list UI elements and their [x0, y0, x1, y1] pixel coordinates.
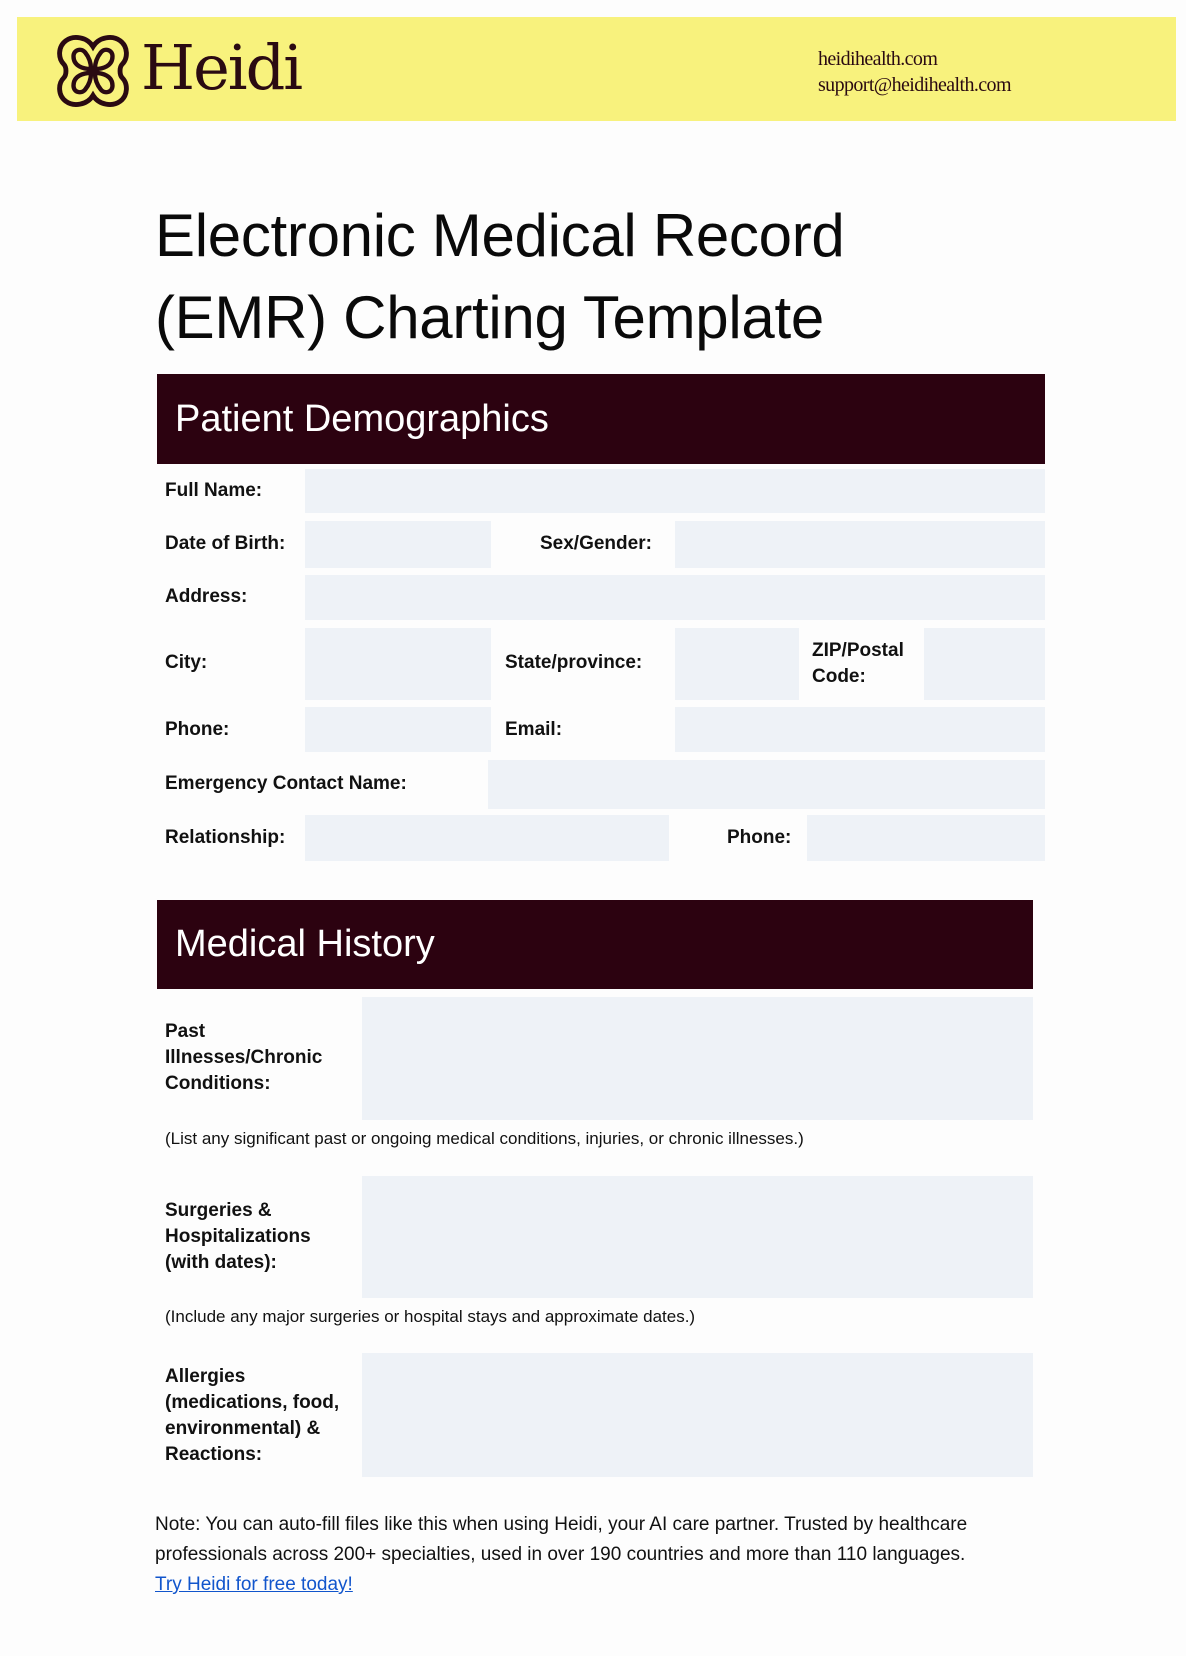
email-label: Email: [505, 719, 563, 740]
past-illnesses-field[interactable] [362, 997, 1033, 1120]
page-title-line-1: Electronic Medical Record [155, 202, 845, 269]
footer-note-line-2: professionals across 200+ specialties, used in over 190 countries and more than 110 languages. [155, 1544, 966, 1565]
surgeries-label [165, 1198, 311, 1276]
past-illnesses-label-line-3: Conditions: [165, 1073, 271, 1094]
surgeries-label-line-1: Surgeries & [165, 1200, 272, 1221]
page-title-line-2: (EMR) Charting Template [155, 284, 824, 351]
past-illnesses-label [165, 1019, 322, 1097]
try-heidi-link[interactable]: Try Heidi for free today! [155, 1574, 353, 1595]
relationship-label: Relationship: [165, 827, 286, 848]
zip-label-line-1: ZIP/Postal [812, 640, 904, 661]
past-illnesses-label-line-1: Past [165, 1021, 206, 1042]
city-field[interactable] [305, 628, 491, 700]
past-illnesses-label-line-2: Illnesses/Chronic [165, 1047, 323, 1068]
surgeries-label-line-3: (with dates): [165, 1252, 277, 1273]
emergency-contact-name-label: Emergency Contact Name: [165, 773, 407, 794]
sex-gender-label: Sex/Gender: [540, 533, 652, 554]
address-label: Address: [165, 586, 248, 607]
state-province-field[interactable] [675, 628, 799, 700]
footer-note [155, 1510, 1055, 1600]
date-of-birth-label: Date of Birth: [165, 533, 286, 554]
allergies-label-line-3: environmental) & [165, 1418, 321, 1439]
zip-postal-code-field[interactable] [924, 628, 1045, 700]
section-heading-medical-history: Medical History [157, 900, 1033, 989]
allergies-label-line-1: Allergies [165, 1366, 246, 1387]
support-email-link[interactable]: support@heidihealth.com [818, 74, 1011, 96]
allergies-field[interactable] [362, 1353, 1033, 1477]
brand-name: Heidi [141, 31, 302, 104]
phone-field[interactable] [305, 707, 491, 752]
surgeries-hint: (Include any major surgeries or hospital stays and approximate dates.) [165, 1307, 696, 1326]
city-label: City: [165, 652, 208, 673]
email-field[interactable] [675, 707, 1045, 752]
surgeries-field[interactable] [362, 1176, 1033, 1298]
zip-label-line-2: Code: [812, 666, 866, 687]
page-title [155, 195, 1055, 359]
address-field[interactable] [305, 575, 1045, 620]
date-of-birth-field[interactable] [305, 521, 491, 568]
full-name-field[interactable] [305, 469, 1045, 513]
full-name-label: Full Name: [165, 480, 263, 501]
allergies-label [165, 1364, 339, 1468]
sex-gender-field[interactable] [675, 521, 1045, 568]
emergency-phone-label: Phone: [727, 827, 792, 848]
phone-label: Phone: [165, 719, 230, 740]
relationship-field[interactable] [305, 815, 669, 861]
footer-note-line-1: Note: You can auto-fill files like this when using Heidi, your AI care partner. Trusted by healthcare [155, 1514, 968, 1535]
allergies-label-line-2: (medications, food, [165, 1392, 340, 1413]
allergies-label-line-4: Reactions: [165, 1444, 263, 1465]
section-heading-patient-demographics: Patient Demographics [157, 374, 1045, 464]
heidi-logo-icon [54, 33, 132, 109]
emergency-phone-field[interactable] [807, 815, 1045, 861]
website-link[interactable]: heidihealth.com [818, 48, 938, 70]
zip-postal-code-label [812, 638, 904, 690]
past-illnesses-hint: (List any significant past or ongoing medical conditions, injuries, or chronic illnesses.) [165, 1129, 804, 1148]
emergency-contact-name-field[interactable] [488, 760, 1045, 809]
state-province-label: State/province: [505, 652, 643, 673]
surgeries-label-line-2: Hospitalizations [165, 1226, 311, 1247]
